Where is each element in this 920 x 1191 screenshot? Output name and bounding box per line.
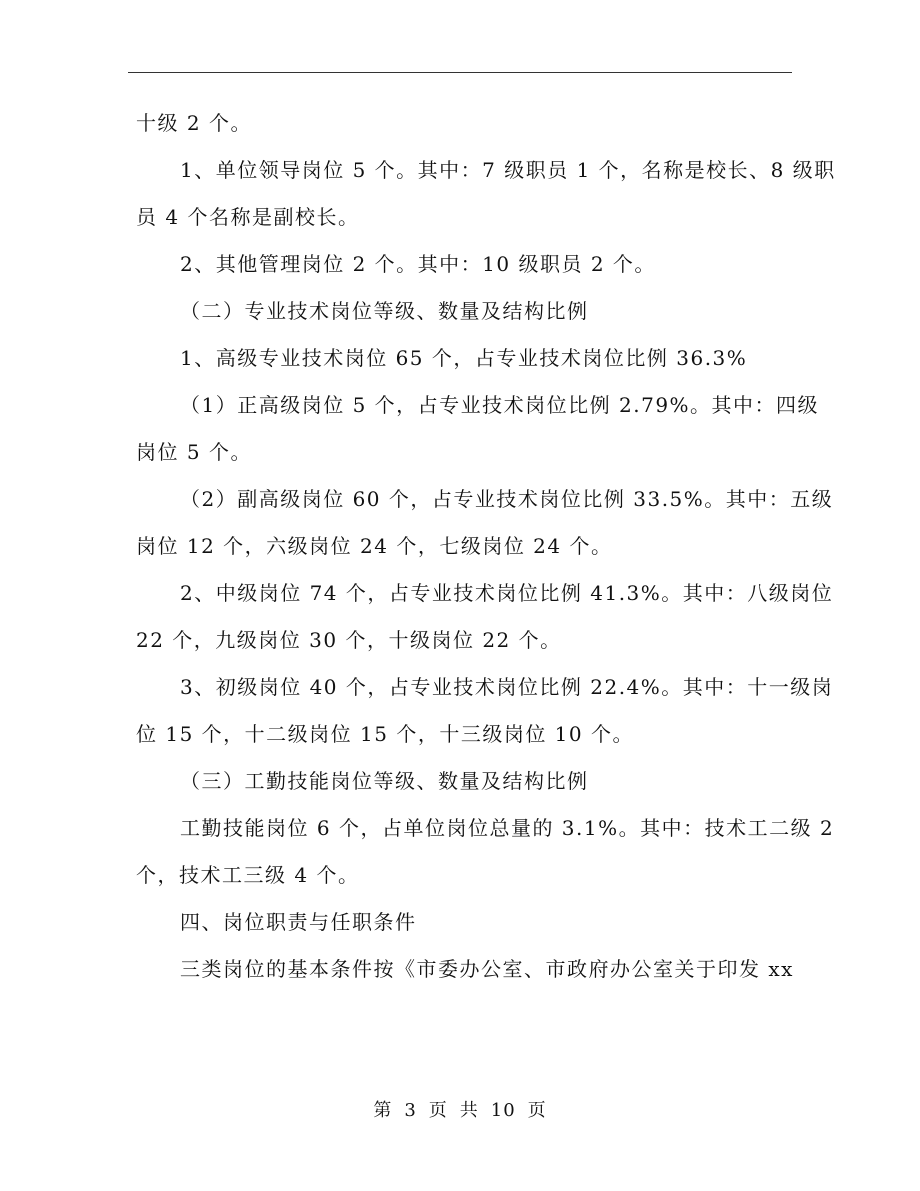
text-line: 2、其他管理岗位 2 个。其中：10 级职员 2 个。: [180, 252, 656, 276]
text-line: 十级 2 个。: [136, 111, 252, 135]
text-line: 1、高级专业技术岗位 65 个，占专业技术岗位比例 36.3%: [180, 346, 748, 370]
footer-page-number: 3: [404, 1100, 417, 1121]
footer-total-pages: 10: [490, 1100, 516, 1121]
text-line: 工勤技能岗位 6 个，占单位岗位总量的 3.1%。其中：技术工二级 2: [180, 816, 835, 840]
text-line: （2）副高级岗位 60 个，占专业技术岗位比例 33.5%。其中：五级: [180, 487, 834, 511]
footer-total-label: 共: [459, 1100, 479, 1121]
footer-page-label: 页: [428, 1100, 448, 1121]
text-line: 3、初级岗位 40 个，占专业技术岗位比例 22.4%。其中：十一级岗: [180, 675, 834, 699]
section-heading: 四、岗位职责与任职条件: [180, 910, 417, 934]
document-body: [136, 100, 836, 993]
text-line: 岗位 12 个，六级岗位 24 个，七级岗位 24 个。: [136, 534, 613, 558]
text-line: 2、中级岗位 74 个，占专业技术岗位比例 41.3%。其中：八级岗位: [180, 581, 834, 605]
text-line: （1）正高级岗位 5 个，占专业技术岗位比例 2.79%。其中：四级: [180, 393, 820, 417]
text-line: 位 15 个，十二级岗位 15 个，十三级岗位 10 个。: [136, 722, 634, 746]
text-line: 个，技术工三级 4 个。: [136, 863, 360, 887]
footer-prefix: 第: [373, 1100, 393, 1121]
text-line: 22 个，九级岗位 30 个，十级岗位 22 个。: [136, 628, 562, 652]
text-line: 1、单位领导岗位 5 个。其中：7 级职员 1 个，名称是校长、8 级职: [180, 158, 836, 182]
text-line: 员 4 个名称是副校长。: [136, 205, 360, 229]
section-heading: （二）专业技术岗位等级、数量及结构比例: [180, 299, 589, 323]
header-rule: [128, 72, 792, 73]
text-line: 三类岗位的基本条件按《市委办公室、市政府办公室关于印发 xx: [180, 957, 794, 981]
page-footer: [0, 1096, 920, 1122]
footer-suffix: 页: [527, 1100, 547, 1121]
section-heading: （三）工勤技能岗位等级、数量及结构比例: [180, 769, 589, 793]
text-line: 岗位 5 个。: [136, 440, 252, 464]
